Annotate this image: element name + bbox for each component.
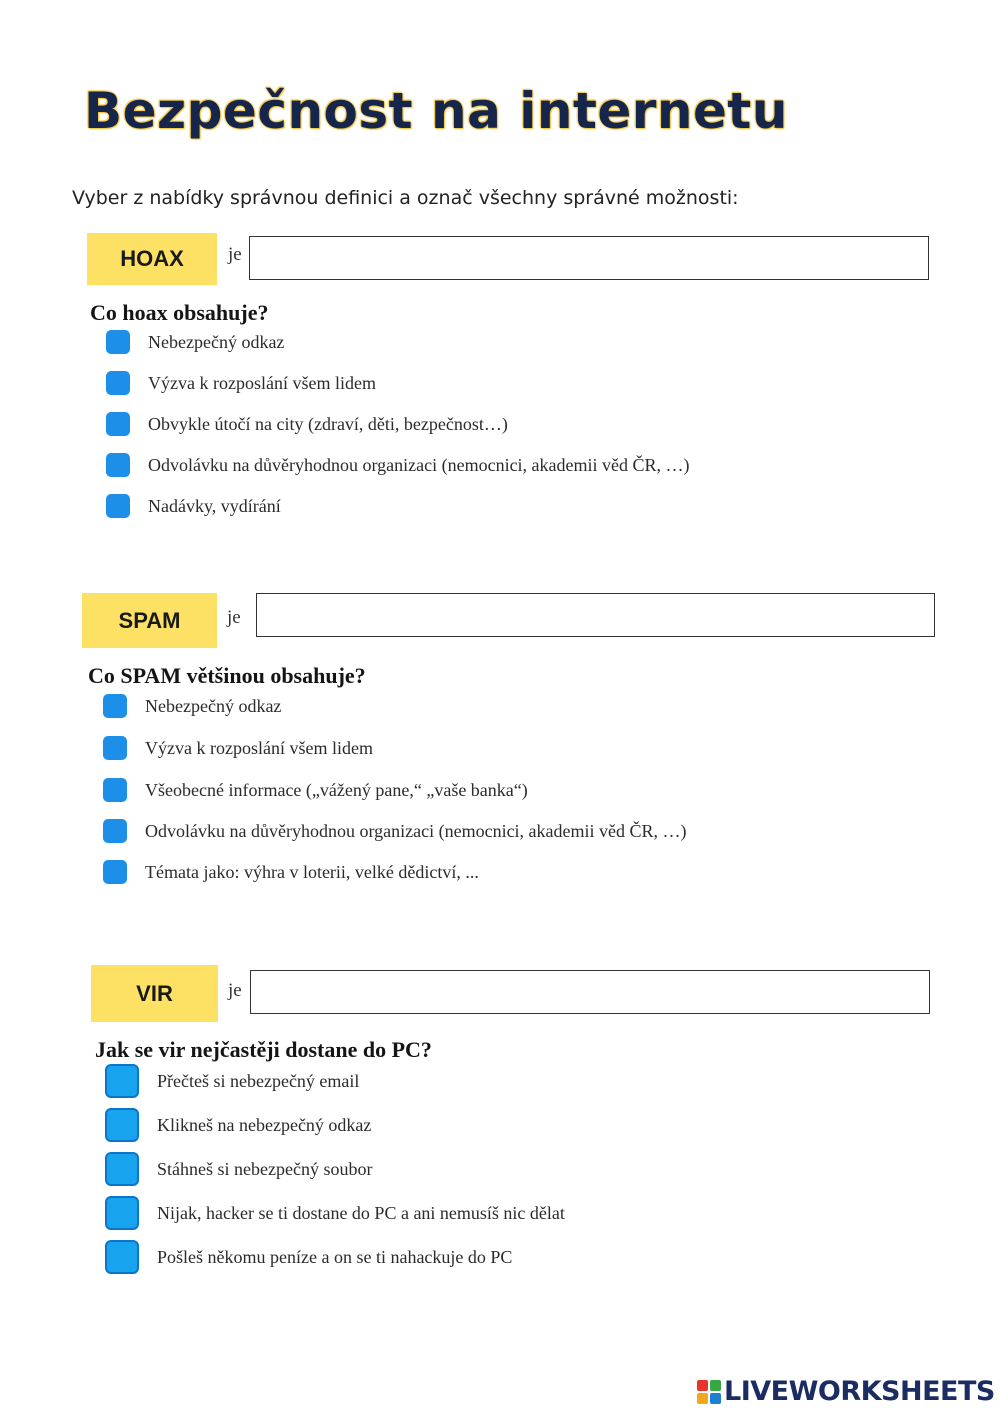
option-label: Klikneš na nebezpečný odkaz: [157, 1114, 372, 1135]
instruction-text: Vyber z nabídky správnou definici a označ všechny správné možnosti:: [72, 187, 739, 209]
checkbox[interactable]: [105, 1240, 139, 1274]
checkbox[interactable]: [103, 778, 127, 802]
checkbox[interactable]: [105, 1064, 139, 1098]
option-label: Pošleš někomu peníze a on se ti nahackuje do PC: [157, 1246, 513, 1267]
checkbox[interactable]: [105, 1152, 139, 1186]
option-label: Všeobecné informace („vážený pane,“ „vaše banka“): [145, 779, 528, 800]
option-label: Odvolávku na důvěryhodnou organizaci (nemocnici, akademii věd ČR, …): [145, 820, 687, 841]
checkbox[interactable]: [105, 1108, 139, 1142]
option-label: Obvykle útočí na city (zdraví, děti, bezpečnost…): [148, 413, 508, 434]
option-label: Výzva k rozposlání všem lidem: [148, 372, 376, 393]
spam-option[interactable]: [103, 694, 281, 718]
page-title: Bezpečnost na internetu: [84, 82, 788, 140]
logo-mark-icon: [697, 1380, 721, 1404]
spam-option[interactable]: [103, 819, 687, 843]
option-label: Témata jako: výhra v loterii, velké dědictví, ...: [145, 861, 479, 882]
vir-option[interactable]: [105, 1064, 359, 1098]
hoax-option[interactable]: [106, 330, 284, 354]
checkbox[interactable]: [105, 1196, 139, 1230]
vir-option[interactable]: [105, 1240, 512, 1274]
hoax-definition-input[interactable]: [249, 236, 929, 280]
checkbox[interactable]: [103, 860, 127, 884]
vir-option[interactable]: [105, 1196, 565, 1230]
vir-option[interactable]: [105, 1152, 372, 1186]
option-label: Odvolávku na důvěryhodnou organizaci (nemocnici, akademii věd ČR, …): [148, 454, 690, 475]
vir-question: Jak se vir nejčastěji dostane do PC?: [95, 1037, 432, 1062]
connector-je: je: [228, 244, 242, 265]
connector-je: je: [228, 980, 242, 1001]
spam-definition-input[interactable]: [256, 593, 935, 637]
spam-option[interactable]: [103, 736, 373, 760]
hoax-option[interactable]: [106, 371, 376, 395]
checkbox[interactable]: [106, 453, 130, 477]
spam-option[interactable]: [103, 860, 479, 884]
checkbox[interactable]: [106, 494, 130, 518]
vir-option[interactable]: [105, 1108, 371, 1142]
term-label-hoax: HOAX: [87, 233, 217, 285]
checkbox[interactable]: [106, 371, 130, 395]
hoax-question: Co hoax obsahuje?: [90, 300, 269, 325]
term-label-spam: SPAM: [82, 593, 217, 648]
checkbox[interactable]: [103, 819, 127, 843]
vir-definition-input[interactable]: [250, 970, 930, 1014]
option-label: Nijak, hacker se ti dostane do PC a ani nemusíš nic dělat: [157, 1202, 565, 1223]
checkbox[interactable]: [103, 694, 127, 718]
option-label: Nebezpečný odkaz: [148, 331, 285, 352]
hoax-option[interactable]: [106, 494, 281, 518]
option-label: Nadávky, vydírání: [148, 495, 281, 516]
option-label: Přečteš si nebezpečný email: [157, 1070, 360, 1091]
liveworksheets-logo: [697, 1376, 995, 1407]
checkbox[interactable]: [103, 736, 127, 760]
hoax-option[interactable]: [106, 412, 508, 436]
option-label: Nebezpečný odkaz: [145, 695, 282, 716]
spam-option[interactable]: [103, 778, 528, 802]
checkbox[interactable]: [106, 330, 130, 354]
connector-je: je: [227, 607, 241, 628]
spam-question: Co SPAM většinou obsahuje?: [88, 663, 366, 688]
logo-text: LIVEWORKSHEETS: [724, 1376, 995, 1407]
option-label: Výzva k rozposlání všem lidem: [145, 737, 373, 758]
term-label-vir: VIR: [91, 965, 218, 1022]
checkbox[interactable]: [106, 412, 130, 436]
hoax-option[interactable]: [106, 453, 690, 477]
option-label: Stáhneš si nebezpečný soubor: [157, 1158, 373, 1179]
